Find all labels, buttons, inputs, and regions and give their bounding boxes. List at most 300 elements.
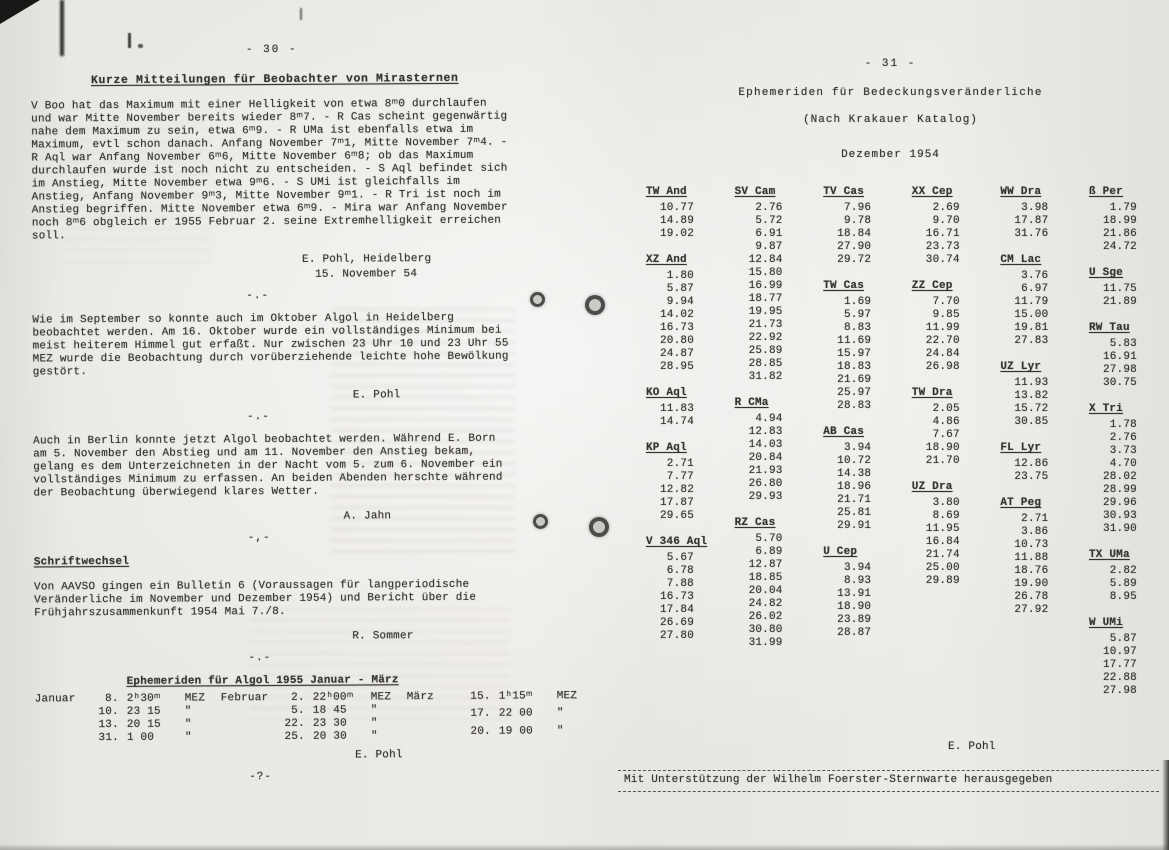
minimum-date: 28.83 <box>837 400 872 412</box>
algol-month-column-1 <box>35 692 215 745</box>
star-block <box>644 442 706 523</box>
minimum-date: 16.91 <box>1102 351 1137 363</box>
minimum-date: 18.77 <box>748 293 783 305</box>
minimum-date: 11.75 <box>1102 283 1137 295</box>
minimum-date: 8.95 <box>1109 591 1137 603</box>
schriftwechsel-heading: Schriftwechsel <box>33 555 130 569</box>
minimum-date: 9.94 <box>666 296 694 308</box>
minimum-date: 11.99 <box>925 322 960 334</box>
minimum-date: 20.84 <box>748 452 783 464</box>
minimum-date: 25.89 <box>748 345 783 357</box>
star-block <box>1087 322 1149 390</box>
star-block <box>1087 549 1149 604</box>
algol-ephemeris-heading: Ephemeriden für Algol 1955 Januar - März <box>126 674 399 688</box>
minimum-date: 3.73 <box>1109 445 1137 457</box>
algol-month-column-2 <box>221 691 401 744</box>
algol-month-label <box>35 732 87 745</box>
minimum-date: 5.83 <box>1109 338 1137 350</box>
minimum-date: 14.74 <box>659 416 694 428</box>
separator-1: -.- <box>246 290 270 303</box>
minimum-date: 27.80 <box>659 630 694 642</box>
minimum-date: 5.97 <box>843 309 872 321</box>
minimum-date: 6.89 <box>755 546 783 558</box>
algol-time: 20 15 <box>126 718 161 731</box>
minimum-date: 29.72 <box>837 254 872 266</box>
minimum-date: 21.74 <box>925 549 960 561</box>
algol-day: 20. <box>470 725 491 738</box>
minimum-date: 21.86 <box>1102 228 1137 240</box>
minimum-date: 17.87 <box>659 497 694 509</box>
minimum-date: 18.76 <box>1014 565 1049 577</box>
minimum-date: 30.80 <box>748 624 783 636</box>
minimum-date: 3.80 <box>932 497 960 509</box>
star-block <box>998 442 1060 484</box>
paragraph-mira-report: V Boo hat das Maximum mit einer Helligkeit von etwa 8ᵐ0 durchlaufen und war Mitte November bereits wieder 8ᵐ7. - R Cas scheint gegenwärtig nahe dem Maximum zu sein, etwa 6ᵐ9. - R UMa ist ebenfalls etwa im Maximum, evtl schon danach. Anfang November 7ᵐ1, Mitte November 7ᵐ4. - R Aql war Anfang November 6ᵐ6, Mitte November 6ᵐ8; ob das Maximum durchlaufen wurde ist noch nicht zu entscheiden. - S Aql befindet sich im Anstieg, Mitte November etwa 9ᵐ6. - S UMi ist gleichfalls im Anstieg, Anfang November 9ᵐ3, Mitte November 9ᵐ1. - R Tri ist noch im Anstieg begriffen. Mitte November etwa 6ᵐ9. - Mira war Anfang November noch 8ᵐ6 obgleich er 1955 Februar 2. seine Extremhelligkeit erreichen soll. <box>31 97 515 243</box>
minimum-date: 29.65 <box>659 510 694 522</box>
minimum-date: 5.67 <box>666 552 694 564</box>
star-block <box>910 481 972 588</box>
minimum-date: 2.71 <box>666 458 694 470</box>
minimum-date: 15.72 <box>1014 403 1049 415</box>
minimum-date: 6.97 <box>1021 283 1049 295</box>
minimum-date: 7.70 <box>932 296 960 308</box>
star-name: KP Aql <box>646 442 687 454</box>
imprint-text: Mit Unterstützung der Wilhelm Foerster-Sternwarte herausgegeben <box>624 774 1053 786</box>
ephemeris-column-6 <box>1087 186 1149 711</box>
minimum-date: 27.98 <box>1102 364 1137 376</box>
punch-hole <box>533 514 548 529</box>
scan-edge-shadow <box>1162 760 1169 850</box>
scan-smudge <box>138 44 143 48</box>
minimum-date: 1.79 <box>1109 202 1137 214</box>
minimum-date: 15.80 <box>748 267 783 279</box>
minimum-date: 10.77 <box>659 202 694 214</box>
algol-time: 20 30 <box>312 730 347 743</box>
star-name: SV Cam <box>734 186 776 198</box>
minimum-date: 3.98 <box>1021 202 1049 214</box>
minimum-date: 2.76 <box>1109 432 1137 444</box>
star-block <box>998 361 1060 429</box>
minimum-date: 21.93 <box>748 465 783 477</box>
separator-3: -,- <box>247 532 271 545</box>
minimum-date: 9.87 <box>755 241 783 253</box>
minimum-date: 5.87 <box>666 283 694 295</box>
star-name: WW Dra <box>1000 186 1042 198</box>
minimum-date: 27.90 <box>837 241 872 253</box>
minimum-date: 10.73 <box>1014 539 1049 551</box>
minimum-date: 28.99 <box>1102 484 1137 496</box>
minimum-date: 7.67 <box>932 429 960 441</box>
separator-4: -.- <box>248 652 272 665</box>
minimum-date: 8.93 <box>843 575 872 587</box>
star-block <box>910 387 972 468</box>
star-block <box>1087 403 1149 536</box>
minimum-date: 9.70 <box>932 215 960 227</box>
minimum-date: 8.69 <box>932 510 960 522</box>
signature-pohl-heidelberg: E. Pohl, Heidelberg <box>301 253 432 266</box>
star-block <box>910 186 972 267</box>
minimum-date: 7.96 <box>843 202 872 214</box>
scan-corner-artifact <box>0 0 40 24</box>
minimum-date: 19.90 <box>1014 578 1049 590</box>
minimum-date: 7.77 <box>666 471 694 483</box>
star-name: U Sge <box>1088 267 1123 279</box>
minimum-date: 26.69 <box>659 617 694 629</box>
algol-day: 15. <box>470 690 491 703</box>
minimum-date: 26.78 <box>1014 591 1049 603</box>
algol-timezone: MEZ <box>370 691 392 704</box>
ephemeris-column-2 <box>733 186 795 711</box>
paragraph-algol-heidelberg: Wie im September so konnte auch im Oktober Algol in Heidelberg beobachtet werden. Am 16. Oktober wurde ein vollständiges Minimum bei meist heiterem Himmel gut erfaßt. Nur zwischen 23 Uhr 10 und 23 Uhr 55 MEZ wurde die Beobachtung durch vorüberziehende leichte hohe Bewölkung gestört. <box>32 311 516 379</box>
minimum-date: 1.78 <box>1109 419 1137 431</box>
signature-pohl-3: E. Pohl <box>948 741 996 753</box>
star-name: TW Cas <box>823 280 864 292</box>
algol-month-label <box>407 726 459 744</box>
minimum-date: 14.02 <box>659 309 694 321</box>
algol-time: 23 15 <box>126 705 161 718</box>
minimum-date: 29.93 <box>748 491 783 503</box>
algol-month-column-3 <box>407 690 587 743</box>
minimum-date: 6.78 <box>666 565 694 577</box>
algol-time: 19 00 <box>498 725 533 738</box>
minimum-date: 28.85 <box>748 358 783 370</box>
minimum-date: 5.87 <box>1109 633 1137 645</box>
punch-hole <box>589 517 609 537</box>
star-name: TW Dra <box>911 387 953 399</box>
minimum-date: 11.88 <box>1014 552 1049 564</box>
page-30 <box>31 43 578 796</box>
star-block <box>1087 267 1149 309</box>
scan-smudge <box>128 33 131 48</box>
minimum-date: 22.92 <box>748 332 783 344</box>
minimum-date: 11.95 <box>925 523 960 535</box>
star-block <box>821 186 883 267</box>
paragraph-algol-berlin: Auch in Berlin konnte jetzt Algol beobachtet werden. Während E. Born am 5. November den Abstieg und am 11. November den Anstieg bekam, gelang es dem Unterzeichneten in der Nacht vom 5. zum 6. November ein vollständiges Minimum zu erfassen. An beiden Abenden herschte während der Beobachtung überwiegend klares Wetter. <box>33 432 510 500</box>
minimum-date: 30.85 <box>1014 416 1049 428</box>
star-name: AB Cas <box>823 426 864 438</box>
algol-day: 17. <box>470 708 491 721</box>
paragraph-aavso: Von AAVSO gingen ein Bulletin 6 (Voraussagen für langperiodische Veränderliche im November und Dezember 1954) und Bericht über die Frühjahrszusammenkunft 1954 Mai 7./8. <box>33 578 484 620</box>
punch-hole <box>530 292 545 307</box>
star-block <box>644 536 706 643</box>
minimum-date: 26.02 <box>748 611 783 623</box>
minimum-date: 30.74 <box>925 254 960 266</box>
star-name: TX UMa <box>1088 549 1130 561</box>
minimum-date: 13.82 <box>1014 390 1049 402</box>
algol-day: 22. <box>284 717 305 730</box>
minimum-date: 24.82 <box>748 598 783 610</box>
minimum-date: 22.70 <box>925 335 960 347</box>
algol-time: 22ʰ00ᵐ <box>312 691 354 704</box>
minimum-date: 31.90 <box>1102 523 1137 535</box>
minimum-date: 16.73 <box>659 591 694 603</box>
minimum-date: 28.95 <box>659 361 694 373</box>
algol-timezone: MEZ <box>556 690 578 703</box>
star-name: FL Lyr <box>1000 442 1042 454</box>
ephemeris-column-3 <box>821 186 883 711</box>
mira-notes-heading: Kurze Mitteilungen für Beobachter von Mirasternen <box>90 71 459 88</box>
star-name: TV Cas <box>823 186 864 198</box>
algol-month-label: Februar <box>220 692 269 705</box>
minimum-date: 18.84 <box>837 228 872 240</box>
star-block <box>733 517 795 650</box>
algol-timezone: " <box>370 704 378 717</box>
signature-sommer: R. Sommer <box>352 630 414 643</box>
algol-time: 22 00 <box>498 707 533 720</box>
algol-time: 2ʰ30ᵐ <box>126 692 161 705</box>
minimum-date: 29.91 <box>837 520 872 532</box>
minimum-date: 18.83 <box>837 361 872 373</box>
minimum-date: 10.97 <box>1102 646 1137 658</box>
star-block <box>998 497 1060 617</box>
star-block <box>998 254 1060 348</box>
algol-timezone: " <box>370 717 378 730</box>
scan-edge-shadow <box>0 844 1169 850</box>
minimum-date: 27.92 <box>1014 604 1049 616</box>
algol-timezone: " <box>184 731 192 744</box>
minimum-date: 26.98 <box>925 361 960 373</box>
star-block <box>1087 186 1149 254</box>
minimum-date: 16.71 <box>925 228 960 240</box>
minimum-date: 23.89 <box>837 614 872 626</box>
minimum-date: 20.80 <box>659 335 694 347</box>
algol-day: 8. <box>105 692 119 706</box>
star-name: KO Aql <box>646 387 687 399</box>
minimum-date: 14.38 <box>837 468 872 480</box>
minimum-date: 11.69 <box>837 335 872 347</box>
star-name: AT Peg <box>1000 497 1042 509</box>
minimum-date: 28.02 <box>1102 471 1137 483</box>
minimum-date: 1.69 <box>843 296 872 308</box>
minimum-date: 30.75 <box>1102 377 1137 389</box>
page-number-right: - 31 - <box>864 58 917 70</box>
minimum-date: 9.85 <box>932 309 960 321</box>
ephemeris-title: Ephemeriden für Bedeckungsveränderliche <box>738 87 1043 99</box>
imprint-rule <box>618 770 1159 792</box>
minimum-date: 29.96 <box>1102 497 1137 509</box>
minimum-date: 7.88 <box>666 578 694 590</box>
minimum-date: 28.87 <box>837 627 872 639</box>
minimum-date: 3.94 <box>843 562 872 574</box>
ephemeris-column-1 <box>644 186 706 711</box>
star-name: R CMa <box>734 397 769 409</box>
minimum-date: 30.93 <box>1102 510 1137 522</box>
star-name: CM Lac <box>1000 254 1042 266</box>
minimum-date: 21.73 <box>748 319 783 331</box>
scan-edge-mark <box>60 0 64 56</box>
minimum-date: 31.76 <box>1014 228 1049 240</box>
minimum-date: 24.72 <box>1102 241 1137 253</box>
minimum-date: 5.72 <box>755 215 783 227</box>
minimum-date: 2.69 <box>932 202 960 214</box>
minimum-date: 18.99 <box>1102 215 1137 227</box>
star-block <box>644 254 706 374</box>
minimum-date: 18.85 <box>748 572 783 584</box>
minimum-date: 29.89 <box>925 575 960 587</box>
page-31 <box>618 58 1163 792</box>
minimum-date: 21.89 <box>1102 296 1137 308</box>
algol-timezone: " <box>556 724 564 737</box>
minimum-date: 11.93 <box>1014 377 1049 389</box>
signature-date: 15. November 54 <box>315 268 418 281</box>
star-block <box>644 186 706 241</box>
algol-timezone: " <box>184 718 192 731</box>
algol-day: 13. <box>98 718 119 732</box>
algol-timezone: MEZ <box>184 692 206 705</box>
star-block <box>910 280 972 374</box>
star-block <box>821 280 883 413</box>
algol-month-label: Januar <box>34 693 76 706</box>
minimum-date: 27.83 <box>1014 335 1049 347</box>
star-block <box>733 186 795 384</box>
signature-jahn: A. Jahn <box>343 510 392 523</box>
star-block <box>821 546 883 640</box>
algol-month-label <box>407 708 459 726</box>
minimum-date: 12.82 <box>659 484 694 496</box>
minimum-date: 31.99 <box>748 637 783 649</box>
signature-pohl-2: E. Pohl <box>355 749 403 762</box>
minimum-date: 21.70 <box>925 455 960 467</box>
star-block <box>821 426 883 533</box>
minimum-date: 3.94 <box>843 442 872 454</box>
algol-time: 1ʰ15ᵐ <box>498 690 533 703</box>
minimum-date: 17.87 <box>1014 215 1049 227</box>
algol-day: 2. <box>291 691 305 704</box>
algol-month-label <box>35 719 87 732</box>
minimum-date: 16.73 <box>659 322 694 334</box>
minimum-date: 5.70 <box>755 533 783 545</box>
ephemeris-columns <box>618 186 1163 711</box>
minimum-date: 25.81 <box>837 507 872 519</box>
minimum-date: 18.96 <box>837 481 872 493</box>
minimum-date: 20.04 <box>748 585 783 597</box>
minimum-date: 11.79 <box>1014 296 1049 308</box>
scan-smudge <box>300 8 302 20</box>
algol-timezone: " <box>556 707 564 720</box>
minimum-date: 27.98 <box>1102 685 1137 697</box>
minimum-date: 2.05 <box>932 403 960 415</box>
minimum-date: 4.94 <box>755 413 783 425</box>
algol-day: 5. <box>291 704 305 717</box>
algol-month-label: März <box>406 691 434 704</box>
minimum-date: 2.82 <box>1109 565 1137 577</box>
algol-month-label <box>221 705 273 718</box>
algol-timezone: " <box>370 730 378 743</box>
minimum-date: 12.86 <box>1014 458 1049 470</box>
page-number-left: - 30 - <box>245 43 298 57</box>
star-name: RZ Cas <box>734 517 776 529</box>
minimum-date: 16.99 <box>748 280 783 292</box>
minimum-date: 2.71 <box>1021 513 1049 525</box>
star-block <box>998 186 1060 241</box>
minimum-date: 11.83 <box>659 403 694 415</box>
minimum-date: 9.78 <box>843 215 872 227</box>
minimum-date: 12.83 <box>748 426 783 438</box>
minimum-date: 31.82 <box>748 371 783 383</box>
star-name: XX Cep <box>911 186 953 198</box>
signature-pohl: E. Pohl <box>352 389 401 402</box>
algol-time: 18 45 <box>312 704 347 717</box>
separator-5: -?- <box>249 771 273 784</box>
minimum-date: 14.89 <box>659 215 694 227</box>
minimum-date: 18.90 <box>837 601 872 613</box>
punch-hole <box>585 295 605 315</box>
star-name: ß Per <box>1088 186 1123 198</box>
minimum-date: 4.86 <box>932 416 960 428</box>
minimum-date: 15.00 <box>1014 309 1049 321</box>
star-name: W UMi <box>1088 617 1123 629</box>
minimum-date: 5.89 <box>1109 578 1137 590</box>
minimum-date: 18.90 <box>925 442 960 454</box>
algol-month-label <box>35 706 87 719</box>
minimum-date: 14.03 <box>748 439 783 451</box>
star-name: XZ And <box>646 254 687 266</box>
star-name: V 346 Aql <box>646 536 708 548</box>
minimum-date: 4.70 <box>1109 458 1137 470</box>
minimum-date: 10.72 <box>837 455 872 467</box>
separator-2: -.- <box>246 411 270 424</box>
ephemeris-column-5 <box>998 186 1060 711</box>
minimum-date: 19.02 <box>659 228 694 240</box>
algol-day: 25. <box>284 730 305 743</box>
star-block <box>644 387 706 429</box>
algol-month-label <box>221 731 273 744</box>
minimum-date: 23.73 <box>925 241 960 253</box>
minimum-date: 17.77 <box>1102 659 1137 671</box>
ephemeris-column-4 <box>910 186 972 711</box>
minimum-date: 21.69 <box>837 374 872 386</box>
minimum-date: 12.84 <box>748 254 783 266</box>
minimum-date: 17.84 <box>659 604 694 616</box>
minimum-date: 2.76 <box>755 202 783 214</box>
minimum-date: 19.81 <box>1014 322 1049 334</box>
algol-day: 31. <box>98 731 119 745</box>
minimum-date: 26.80 <box>748 478 783 490</box>
algol-day: 10. <box>98 705 119 719</box>
minimum-date: 6.91 <box>755 228 783 240</box>
minimum-date: 13.91 <box>837 588 872 600</box>
star-name: RW Tau <box>1088 322 1130 334</box>
star-block <box>733 397 795 504</box>
minimum-date: 23.75 <box>1014 471 1049 483</box>
star-name: UZ Dra <box>911 481 953 493</box>
star-block <box>1087 617 1149 698</box>
star-name: X Tri <box>1088 403 1123 415</box>
minimum-date: 21.71 <box>837 494 872 506</box>
algol-time: 23 30 <box>312 717 347 730</box>
minimum-date: 24.84 <box>925 348 960 360</box>
algol-month-label <box>221 718 273 731</box>
algol-timezone: " <box>184 705 192 718</box>
minimum-date: 16.84 <box>925 536 960 548</box>
star-name: U Cep <box>823 546 858 558</box>
minimum-date: 3.86 <box>1021 526 1049 538</box>
month-label: Dezember 1954 <box>841 149 940 161</box>
minimum-date: 15.97 <box>837 348 872 360</box>
algol-ephemeris-table <box>34 690 578 746</box>
minimum-date: 1.80 <box>666 270 694 282</box>
catalog-note: (Nach Krakauer Katalog) <box>803 114 978 126</box>
star-name: TW And <box>646 186 687 198</box>
star-name: UZ Lyr <box>1000 361 1042 373</box>
minimum-date: 3.76 <box>1021 270 1049 282</box>
minimum-date: 22.88 <box>1102 672 1137 684</box>
minimum-date: 24.87 <box>659 348 694 360</box>
minimum-date: 12.87 <box>748 559 783 571</box>
star-name: ZZ Cep <box>911 280 953 292</box>
minimum-date: 8.83 <box>843 322 872 334</box>
minimum-date: 25.00 <box>925 562 960 574</box>
